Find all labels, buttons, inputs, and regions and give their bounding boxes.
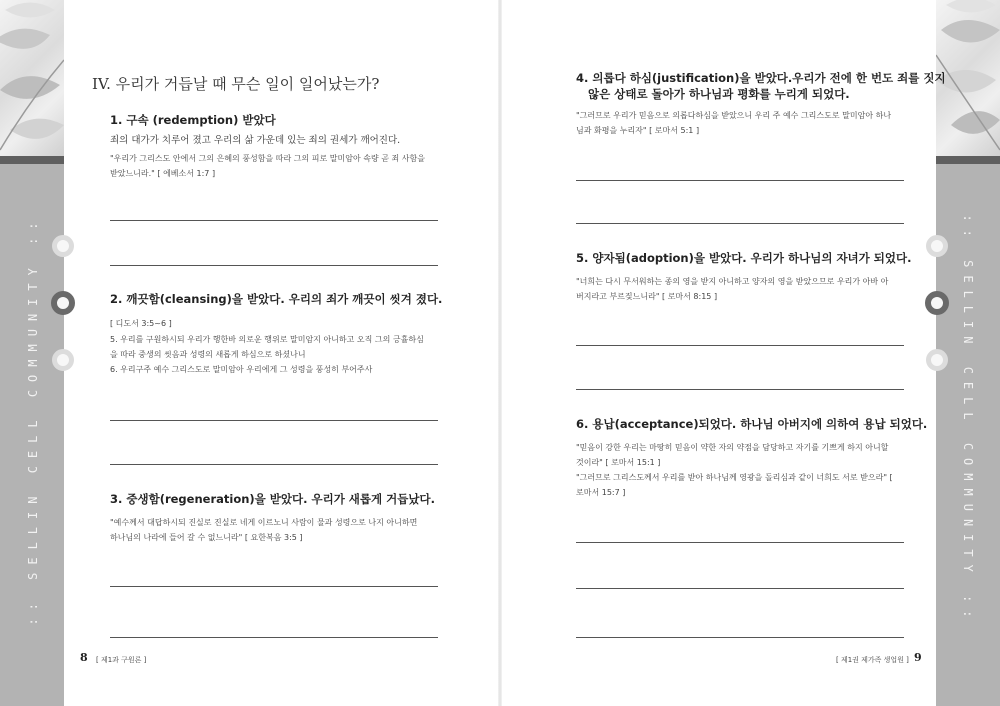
quote-line: "그러므로 그리스도께서 우리를 받아 하나님께 영광을 돌리심과 같이 너희도 서로 받으라" [	[576, 473, 893, 482]
section-3-heading: 3. 중생함(regeneration)을 받았다. 우리가 새롭게 거듭났다.	[110, 492, 435, 506]
quote-line: 것이라" [ 로마서 15:1 ]	[576, 458, 661, 467]
page-number-left: 8	[80, 651, 88, 664]
quote-line: "너희는 다시 무서워하는 종의 영을 받지 아니하고 양자의 영을 받았으므로 우리가 아바 아	[576, 277, 889, 286]
main-heading: IV. 우리가 거듭날 때 무슨 일이 일어났는가?	[92, 75, 380, 93]
binder-ring-left-1	[52, 235, 74, 257]
section-6-quote	[576, 440, 893, 500]
dark-band-right	[936, 156, 1000, 164]
answer-line	[576, 345, 904, 346]
sidebar-vertical-text-right: :: SELLIN CELL COMMUNITY ::	[961, 214, 975, 626]
answer-line	[576, 389, 904, 390]
quote-line: "우리가 그리스도 안에서 그의 은혜의 풍성함을 따라 그의 피로 말미암아 속량 곧 죄 사함을	[110, 154, 425, 163]
answer-line	[576, 223, 904, 224]
footer-label-left: [ 제1과 구원론 ]	[96, 656, 147, 664]
quote-line: 하나님의 나라에 들어 갈 수 없느니라" [ 요한복음 3:5 ]	[110, 533, 303, 542]
section-3-quote	[110, 515, 417, 545]
quote-line: 님과 화평을 누리자" [ 로마서 5:1 ]	[576, 126, 700, 135]
page-number-right: 9	[914, 651, 922, 664]
section-5-heading: 5. 양자됨(adoption)을 받았다. 우리가 하나님의 자녀가 되었다.	[576, 251, 912, 265]
answer-line	[110, 220, 438, 221]
quote-line: "믿음이 강한 우리는 마땅히 믿음이 약한 자의 약점을 담당하고 자기를 기쁘게 하지 아니할	[576, 443, 889, 452]
quote-line: 6. 우리구주 예수 그리스도로 말미암아 우리에게 그 성령을 풍성히 부어주사	[110, 365, 373, 374]
heading-line: 않은 상태로 돌아가 하나님과 평화를 누리게 되었다.	[588, 87, 850, 101]
binder-ring-right-3	[926, 349, 948, 371]
binder-ring-right-2	[925, 291, 949, 315]
heading-line: 4. 의롭다 하심(justification)을 받았다.우리가 전에 한 번도 죄를 짓지	[576, 71, 946, 85]
leaf-photo-left	[0, 0, 64, 156]
dark-band-left	[0, 156, 64, 164]
section-1-text: 죄의 대가가 치루어 졌고 우리의 삶 가운데 있는 죄의 권세가 깨어진다.	[110, 135, 401, 146]
answer-line	[576, 588, 904, 589]
quote-line: 버지라고 부르짖느니라" [ 로마서 8:15 ]	[576, 292, 718, 301]
section-2-heading: 2. 깨끗함(cleansing)을 받았다. 우리의 죄가 깨끗이 씻겨 졌다.	[110, 292, 443, 306]
binder-ring-right-1	[926, 235, 948, 257]
answer-line	[110, 637, 438, 638]
section-2-ref: [ 디도서 3:5~6 ]	[110, 319, 172, 328]
answer-line	[576, 180, 904, 181]
quote-line: 5. 우리를 구원하시되 우리가 행한바 의로운 행위로 말미암지 아니하고 오직 그의 긍휼하심	[110, 335, 424, 344]
quote-line: 을 따라 중생의 씻음과 성령의 새롭게 하심으로 하셨나니	[110, 350, 306, 359]
section-4-heading	[576, 70, 946, 102]
quote-line: "그러므로 우리가 믿음으로 의롭다하심을 받았으니 우리 주 예수 그리스도로 말미암아 하나	[576, 111, 892, 120]
answer-line	[110, 464, 438, 465]
answer-line	[110, 265, 438, 266]
section-1-quote	[110, 151, 425, 181]
answer-line	[110, 420, 438, 421]
quote-line: 받았느니라." [ 에베소서 1:7 ]	[110, 169, 216, 178]
binder-ring-left-3	[52, 349, 74, 371]
quote-line: "예수께서 대답하시되 진실로 진실로 네게 이르노니 사람이 물과 성령으로 나지 아니하면	[110, 518, 418, 527]
sidebar-vertical-text-left: :: SELLIN CELL COMMUNITY ::	[26, 214, 40, 626]
section-1-heading: 1. 구속 (redemption) 받았다	[110, 113, 276, 127]
answer-line	[110, 586, 438, 587]
section-6-heading: 6. 용납(acceptance)되었다. 하나님 아버지에 의하여 용납 되었다.	[576, 417, 928, 431]
section-4-quote	[576, 108, 891, 138]
binder-ring-left-2	[51, 291, 75, 315]
answer-line	[576, 637, 904, 638]
quote-line: 로마서 15:7 ]	[576, 488, 626, 497]
footer-label-right: [ 제1권 제가족 생업원 ]	[836, 656, 909, 664]
book-gutter	[498, 0, 502, 706]
section-2-quote	[110, 332, 424, 377]
answer-line	[576, 542, 904, 543]
section-5-quote	[576, 274, 888, 304]
